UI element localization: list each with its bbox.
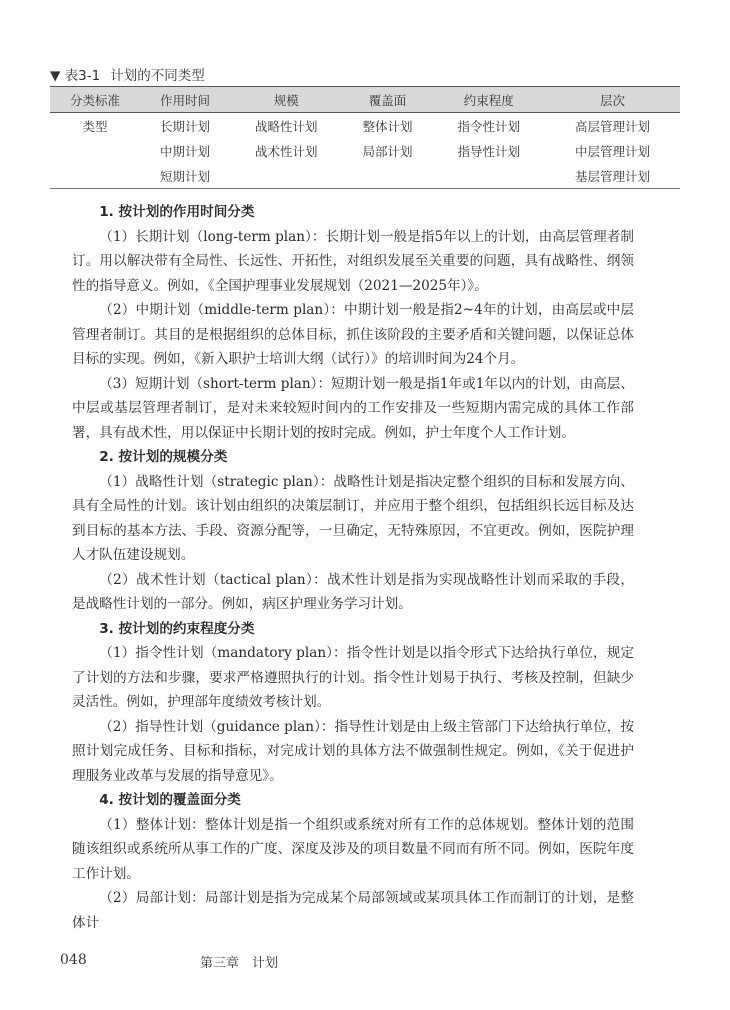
table-header-cell: 分类标准: [50, 87, 140, 113]
table-header-cell: 覆盖面: [342, 87, 432, 113]
table-cell: 中期计划: [159, 143, 210, 159]
paragraph: （2）指导性计划（guidance plan）：指导性计划是由上级主管部门下达给执行单位，按照计划完成任务、目标和指标，对完成计划的具体方法不做强制性规定。例如，《关于促进护理服务业改革与发展的指导意见》。: [72, 718, 634, 784]
table-caption-title: 计划的不同类型: [110, 68, 205, 84]
table-cell: 指导性计划: [457, 143, 520, 159]
table-cell: 战略性计划: [254, 118, 318, 134]
paragraph: （2）中期计划（middle-term plan）：中期计划一般是指2~4年的计划，由高层或中层管理者制订。其目的是根据组织的总体目标，抓住该阶段的主要矛盾和关键问题，以保证总体目标的实现。例如，《新入职护士培训大纲（试行）》的培训时间为24个月。: [72, 302, 634, 367]
table-cell: 短期计划: [140, 163, 230, 189]
page-number: 048: [60, 952, 87, 968]
plan-types-table: [50, 86, 680, 189]
table-header-cell: 约束程度: [432, 87, 544, 113]
paragraph: （2）局部计划：局部计划是指为完成某个局部领域或某项具体工作而制订的计划，是整体计: [72, 890, 634, 931]
table-header-cell: 作用时间: [140, 87, 230, 113]
table-cell: 战术性计划: [254, 143, 318, 159]
table-cell: 类型: [82, 118, 108, 134]
section-heading: 1. 按计划的作用时间分类: [99, 204, 255, 220]
table-row: [50, 163, 680, 189]
table-cell: [230, 163, 342, 189]
table-cell: 指令性计划: [457, 118, 520, 134]
table-caption-number: ▼ 表3-1: [50, 68, 101, 84]
section-heading: 3. 按计划的约束程度分类: [99, 620, 255, 637]
paragraph: （3）短期计划（short-term plan）：短期计划一般是指1年或1年以内的计划，由高层、中层或基层管理者制订，是对未来较短时间内的工作安排及一些短期内需完成的具体工作部署，具有战术性，用以保证中长期计划的按时完成。例如，护士年度个人工作计划。: [72, 375, 634, 441]
section-heading: 2. 按计划的规模分类: [99, 449, 228, 465]
chapter-label: 第三章 计划: [200, 956, 279, 971]
table-cell: 整体计划: [362, 118, 413, 134]
paragraph: （1）整体计划：整体计划是指一个组织或系统对所有工作的总体规划。整体计划的范围随该组织或系统所从事工作的广度、深度及涉及的项目数量不同而有所不同。例如，医院年度工作计划。: [72, 816, 634, 882]
table-row: [50, 138, 680, 163]
table-cell: 中层管理计划: [574, 143, 650, 159]
table-cell: 基层管理计划: [545, 163, 680, 189]
table-cell: [50, 163, 140, 189]
paragraph: （2）战术性计划（tactical plan）：战术性计划是指为实现战略性计划而采取的手段，是战略性计划的一部分。例如，病区护理业务学习计划。: [72, 571, 634, 612]
table-cell: 长期计划: [159, 118, 210, 134]
table-cell: 局部计划: [362, 143, 413, 159]
table-caption: [50, 64, 205, 84]
table-cell: [50, 138, 140, 163]
paragraph: （1）战略性计划（strategic plan）：战略性计划是指决定整个组织的目标和发展方向、具有全局性的计划。该计划由组织的决策层制订，并应用于整个组织，包括组织长远目标及达到目标的基本方法、手段、资源分配等，一旦确定，无特殊原因，不宜更改。例如，医院护理人才队伍建设规划。: [72, 473, 634, 563]
table-header-row: [50, 87, 680, 113]
table-row: [50, 113, 680, 139]
table-cell: [342, 163, 432, 189]
table-header-cell: 规模: [230, 87, 342, 113]
paragraph: （1）长期计划（long-term plan）：长期计划一般是指5年以上的计划，由高层管理者制订。用以解决带有全局性、长远性、开拓性，对组织发展至关重要的问题，具有战略性、纲领性的指导意义。例如，《全国护理事业发展规划（2021—2025年）》。: [72, 228, 634, 294]
section-heading: 4. 按计划的覆盖面分类: [99, 792, 241, 808]
table-cell: [432, 163, 544, 189]
body-text: [72, 200, 634, 935]
table-cell: 高层管理计划: [574, 118, 650, 134]
table-header-cell: 层次: [545, 87, 680, 113]
paragraph: （1）指令性计划（mandatory plan）：指令性计划是以指令形式下达给执行单位，规定了计划的方法和步骤，要求严格遵照执行的计划。指令性计划易于执行、考核及控制，但缺少灵活性。例如，护理部年度绩效考核计划。: [72, 645, 634, 710]
